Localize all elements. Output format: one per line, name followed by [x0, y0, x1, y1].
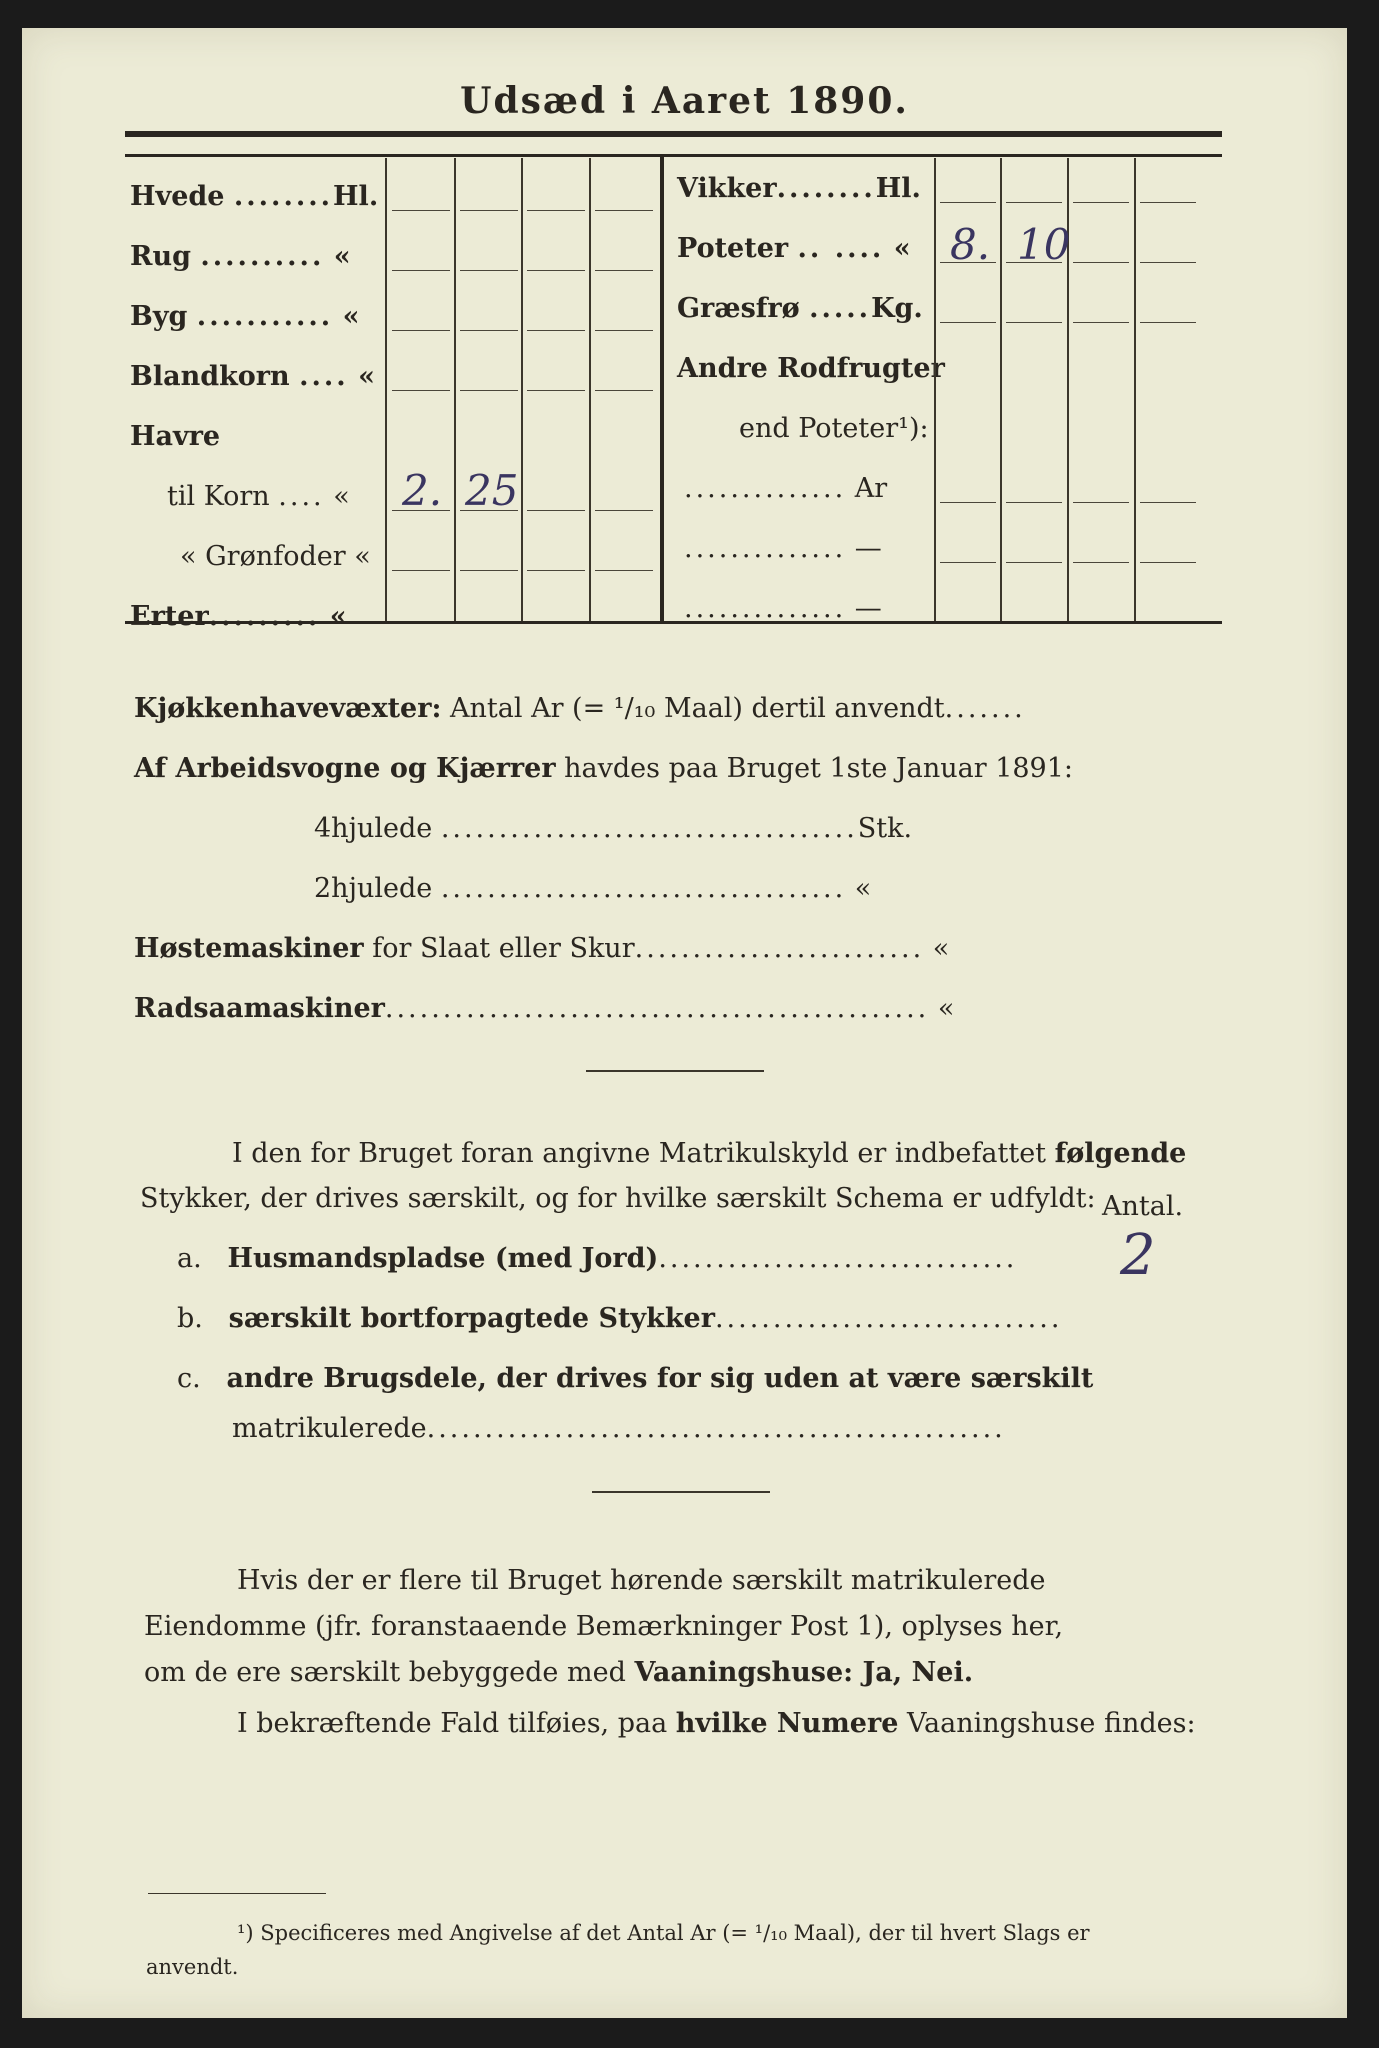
cell-line: [595, 390, 653, 391]
cell-line: [1073, 262, 1129, 263]
cell-line: [940, 502, 996, 503]
arbeidsvogne-line: Af Arbeidsvogne og Kjærrer havdes paa Bruget 1ste Januar 1891:: [134, 753, 1074, 784]
cell-line: [392, 390, 450, 391]
matrikul-item-b: b. særskilt bortforpagtede Stykker..............................: [177, 1303, 1063, 1334]
cell-line: [460, 210, 518, 211]
row-vikker: Vikker........Hl.: [677, 173, 921, 204]
cell-line: [1073, 322, 1129, 323]
footnote-rule: [148, 1893, 326, 1894]
cell-line: [1140, 562, 1196, 563]
row-end-poteter: end Poteter¹):: [739, 413, 929, 444]
cell-line: [460, 270, 518, 271]
matrikul-item-a: a. Husmandspladse (med Jord)...............................: [177, 1243, 1018, 1274]
handwritten-value: 2.: [402, 466, 443, 515]
cell-line: [1073, 502, 1129, 503]
cell-line: [460, 330, 518, 331]
matrikul-item-c: c. andre Brugsdele, der drives for sig uden at være særskilt: [177, 1363, 1094, 1394]
equipment-hostemaskiner: Høstemaskiner for Slaat eller Skur......................... «: [134, 933, 950, 964]
cell-line: [940, 202, 996, 203]
cell-line: [595, 330, 653, 331]
cell-line: [1140, 262, 1196, 263]
footnote-line-2: anvendt.: [146, 1955, 239, 1979]
eiendomme-line-4: I bekræftende Fald tilføies, paa hvilke Numere Vaaningshuse findes:: [237, 1708, 1196, 1739]
cell-line: [460, 390, 518, 391]
eiendomme-line-3: om de ere særskilt bebyggede med Vaaningshuse: Ja, Nei.: [144, 1657, 974, 1688]
eiendomme-line-2: Eiendomme (jfr. foranstaaende Bemærkninger Post 1), oplyses her,: [144, 1611, 1064, 1642]
row-andre-rodfrugter: Andre Rodfrugter: [677, 353, 945, 384]
cell-line: [527, 210, 585, 211]
row-graesfro: Græsfrø .....Kg.: [677, 293, 923, 324]
row-havre: Havre: [130, 421, 221, 452]
handwritten-value: 25: [465, 466, 519, 515]
footnote-line-1: ¹) Specificeres med Angivelse af det Antal Ar (= ¹/₁₀ Maal), der til hvert Slags er: [237, 1921, 1090, 1945]
row-ar-3: .............. —: [684, 593, 882, 624]
handwritten-antal: 2: [1120, 1223, 1156, 1288]
cell-line: [527, 510, 585, 511]
grid-divider: [385, 158, 387, 621]
cell-line: [1140, 202, 1196, 203]
section-separator: [592, 1491, 770, 1493]
grid-divider: [454, 158, 456, 621]
row-til-korn: til Korn .... «: [167, 481, 350, 512]
equipment-2hjulede: 2hjulede ................................... «: [314, 873, 872, 904]
cell-line: [595, 510, 653, 511]
cell-line: [527, 570, 585, 571]
cell-line: [595, 210, 653, 211]
grid-divider: [521, 158, 523, 621]
cell-line: [527, 390, 585, 391]
cell-line: [940, 562, 996, 563]
handwritten-value: 8.: [950, 220, 991, 269]
equipment-radsaamaskiner: Radsaamaskiner............................................... «: [134, 993, 955, 1024]
grid-divider: [1000, 158, 1002, 621]
cell-line: [1006, 562, 1062, 563]
section-separator: [586, 1070, 764, 1072]
row-rug: Rug .......... «: [130, 241, 351, 272]
cell-line: [392, 330, 450, 331]
form-page: [22, 28, 1347, 2018]
row-ar-1: .............. Ar: [684, 473, 888, 504]
handwritten-value: 10: [1017, 220, 1071, 269]
cell-line: [1073, 202, 1129, 203]
row-ar-2: .............. —: [684, 533, 882, 564]
row-byg: Byg ........... «: [130, 301, 360, 332]
cell-line: [595, 570, 653, 571]
row-hvede: Hvede ........Hl.: [130, 181, 379, 212]
cell-line: [1140, 322, 1196, 323]
eiendomme-line-1: Hvis der er flere til Bruget hørende særskilt matrikulerede: [237, 1565, 1046, 1596]
cell-line: [1006, 322, 1062, 323]
page-title: Udsæd i Aaret 1890.: [460, 80, 909, 122]
row-poteter: Poteter .. .... «: [677, 233, 911, 264]
matrikul-item-c-cont: matrikulerede..................................................: [232, 1413, 1006, 1444]
row-blandkorn: Blandkorn .... «: [130, 361, 375, 392]
grid-divider: [589, 158, 591, 621]
cell-line: [392, 270, 450, 271]
cell-line: [392, 570, 450, 571]
table-top-rule: [125, 154, 1222, 157]
grid-divider: [934, 158, 936, 621]
cell-line: [595, 270, 653, 271]
cell-line: [392, 210, 450, 211]
cell-line: [1006, 502, 1062, 503]
center-divider: [660, 154, 664, 621]
row-gronfoder: « Grønfoder «: [180, 541, 371, 572]
matrikul-line-2: Stykker, der drives særskilt, og for hvilke særskilt Schema er udfyldt:: [140, 1183, 1096, 1214]
matrikul-line-1: I den for Bruget foran angivne Matrikulskyld er indbefattet følgende: [232, 1138, 1187, 1169]
row-erter: Erter......... «: [130, 601, 347, 632]
cell-line: [527, 270, 585, 271]
cell-line: [940, 322, 996, 323]
kjokkenhave-line: Kjøkkenhavevæxter: Antal Ar (= ¹/₁₀ Maal) dertil anvendt.......: [134, 693, 1026, 724]
antal-header: Antal.: [1102, 1191, 1184, 1222]
title-rule: [125, 131, 1222, 137]
cell-line: [527, 330, 585, 331]
cell-line: [1006, 202, 1062, 203]
equipment-4hjulede: 4hjulede ....................................Stk.: [314, 813, 913, 844]
cell-line: [1140, 502, 1196, 503]
cell-line: [1073, 562, 1129, 563]
cell-line: [460, 570, 518, 571]
grid-divider: [1134, 158, 1136, 621]
